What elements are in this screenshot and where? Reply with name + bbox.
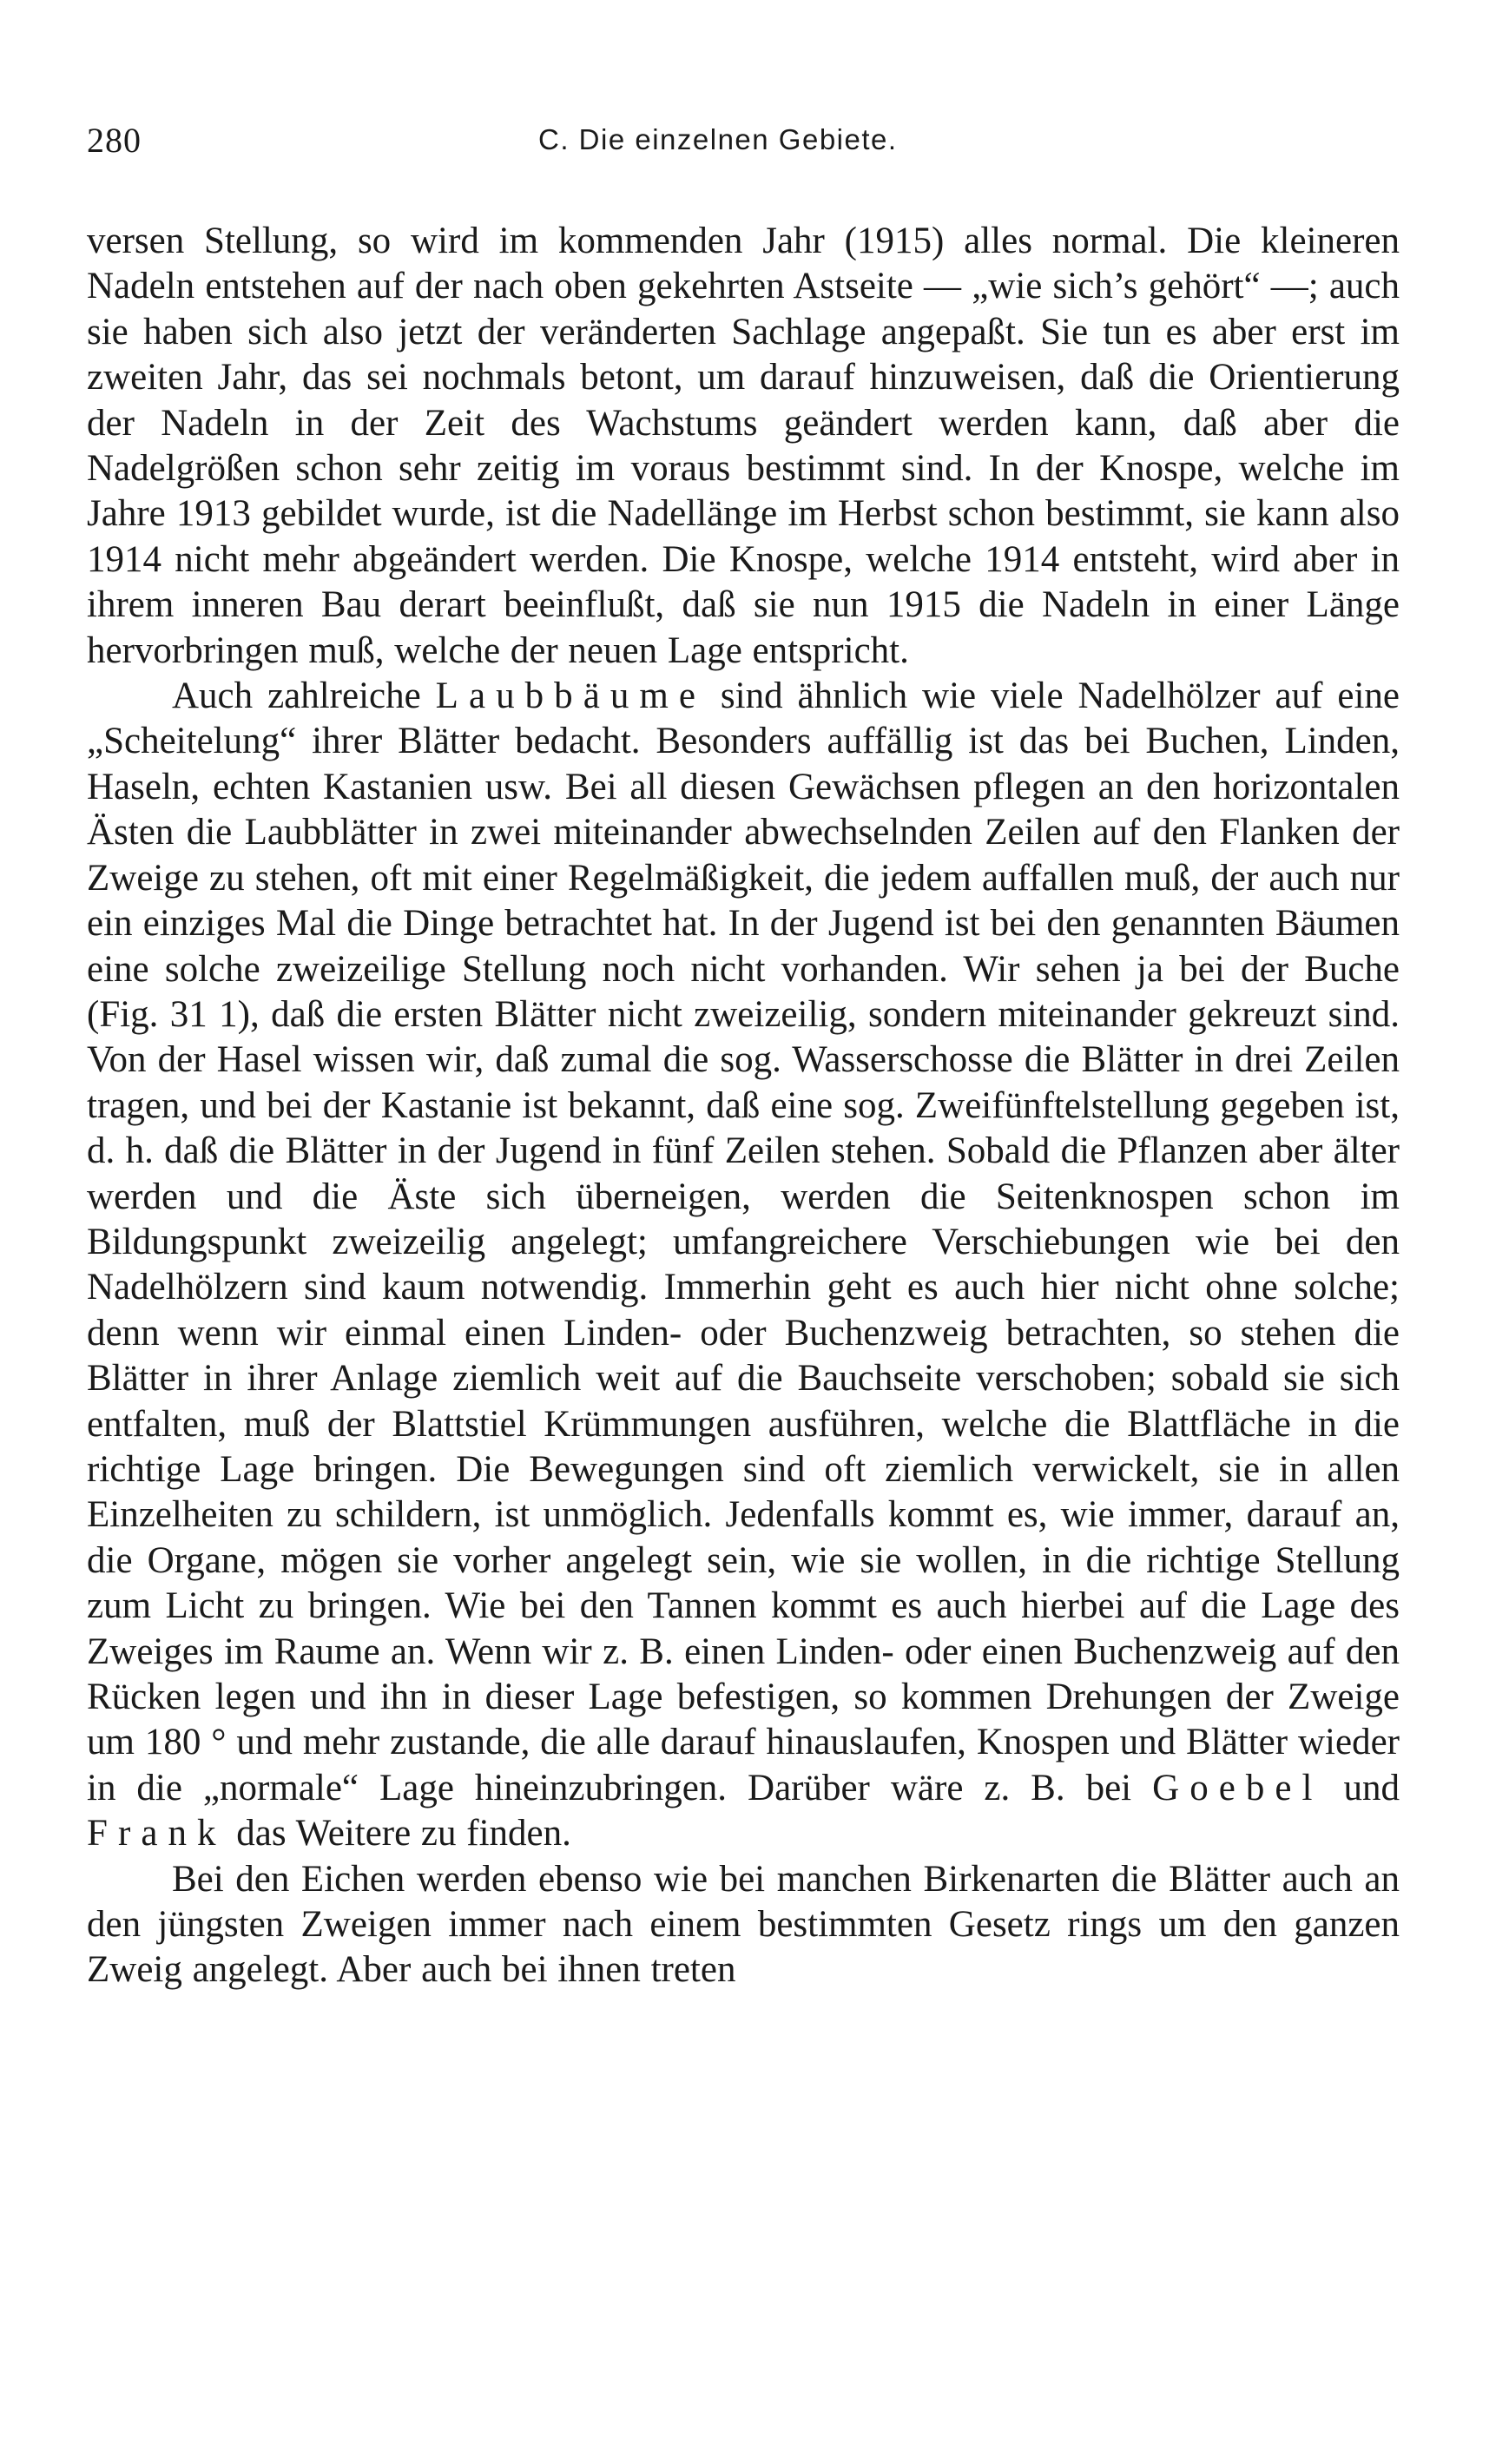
author-name-goebel: Goebel — [1152, 1767, 1323, 1808]
running-head: C. Die einzelnen Gebiete. — [538, 123, 898, 155]
paragraph-text: sind ähnlich wie viele Nadelhölzer auf eine „Scheitelung“ ihrer Blätter bedacht. Besonders auffällig ist das bei Buchen, Linden, Haseln, echten Kastanien usw. Bei all diesen Gewächsen pflegen an den horizontalen Ästen die Laubblätter in zwei miteinander abwechselnden Zeilen auf den Flanken der Zweige zu stehen, oft mit einer Regelmäßigkeit, die jedem auffallen muß, der auch nur ein einziges Mal die Dinge betrachtet hat. In der Jugend ist bei den genannten Bäumen eine solche zweizeilige Stellung noch nicht vorhanden. Wir sehen ja bei der Buche (Fig. 31 1), daß die ersten Blätter nicht zweizeilig, sondern miteinander gekreuzt sind. Von der Hasel wissen wir, daß zumal die sog. Wasserschosse die Blätter in drei Zeilen tragen, und bei der Kastanie ist bekannt, daß eine sog. Zweifünftelstellung gegeben ist, d. h. daß die Blätter in der Jugend in fünf Zeilen stehen. Sobald die Pflanzen aber älter werden und die Äste sich überneigen, werden die Seitenknospen schon im Bildungspunkt zweizeilig angelegt; umfangreichere Verschiebungen wie bei den Nadelhölzern sind kaum notwendig. Immerhin geht es auch hier nicht ohne solche; denn wenn wir einmal einen Linden- oder Buchenzweig betrachten, so stehen die Blätter in ihrer Anlage ziemlich weit auf die Bauchseite verschoben; sobald sie sich entfalten, muß der Blattstiel Krümmungen ausführen, welche die Blattfläche in die richtige Lage bringen. Die Bewegungen sind oft ziemlich verwickelt, sie in allen Einzelheiten zu schildern, ist unmöglich. Jedenfalls kommt es, wie immer, darauf an, die Organe, mögen sie vorher angelegt sein, wie sie wollen, in die richtige Stellung zum Licht zu bringen. Wie bei den Tannen kommt es auch hierbei auf die Lage des Zweiges im Raume an. Wenn wir z. B. einen Linden- oder einen Buchenzweig auf den Rücken legen und ihn in dieser Lage befestigen, so kommen Drehungen der Zweige um 180 ° und mehr zustande, die alle darauf hinauslaufen, Knospen und Blätter wieder in die „normale“ Lage hineinzubringen. Darüber wäre z. B. bei — [87, 675, 1400, 1808]
author-name-frank: Frank — [87, 1813, 227, 1855]
paragraph-3 — [87, 1857, 1400, 1993]
paragraph-2 — [87, 674, 1400, 1857]
page-number: 280 — [87, 121, 142, 160]
paragraph-text: und — [1322, 1767, 1400, 1808]
paragraph-1 — [87, 219, 1400, 674]
paragraph-text: Auch zahlreiche — [172, 675, 436, 717]
paragraph-text: versen Stellung, so wird im kommenden Jahr (1915) alles normal. Die kleineren Nadeln entstehen auf der nach oben gekehrten Astseite — „wie sich’s gehört“ —; auch sie haben sich also jetzt der veränderten Sachlage angepaßt. Sie tun es aber erst im zweiten Jahr, das sei nochmals betont, um darauf hinzuweisen, daß die Orientierung der Nadeln in der Zeit des Wachstums geändert werden kann, daß aber die Nadelgrößen schon sehr zeitig im voraus bestimmt sind. In der Knospe, welche im Jahre 1913 gebildet wurde, ist die Nadellänge im Herbst schon bestimmt, sie kann also 1914 nicht mehr abgeändert werden. Die Knospe, welche 1914 entsteht, wird aber in ihrem inneren Bau derart beeinflußt, daß sie nun 1915 die Nadeln in einer Länge hervorbringen muß, welche der neuen Lage entspricht. — [87, 221, 1400, 671]
paragraph-text: das Weitere zu finden. — [226, 1813, 571, 1855]
body-text — [87, 219, 1400, 1993]
paragraph-text: Bei den Eichen werden ebenso wie bei manchen Birkenarten die Blätter auch an den jüngsten Zweigen immer nach einem bestimmten Gesetz rings um den ganzen Zweig angelegt. Aber auch bei ihnen treten — [87, 1858, 1400, 1991]
spaced-term-laubbaeume: Laubbäume — [435, 675, 706, 717]
page-header — [87, 120, 1407, 172]
